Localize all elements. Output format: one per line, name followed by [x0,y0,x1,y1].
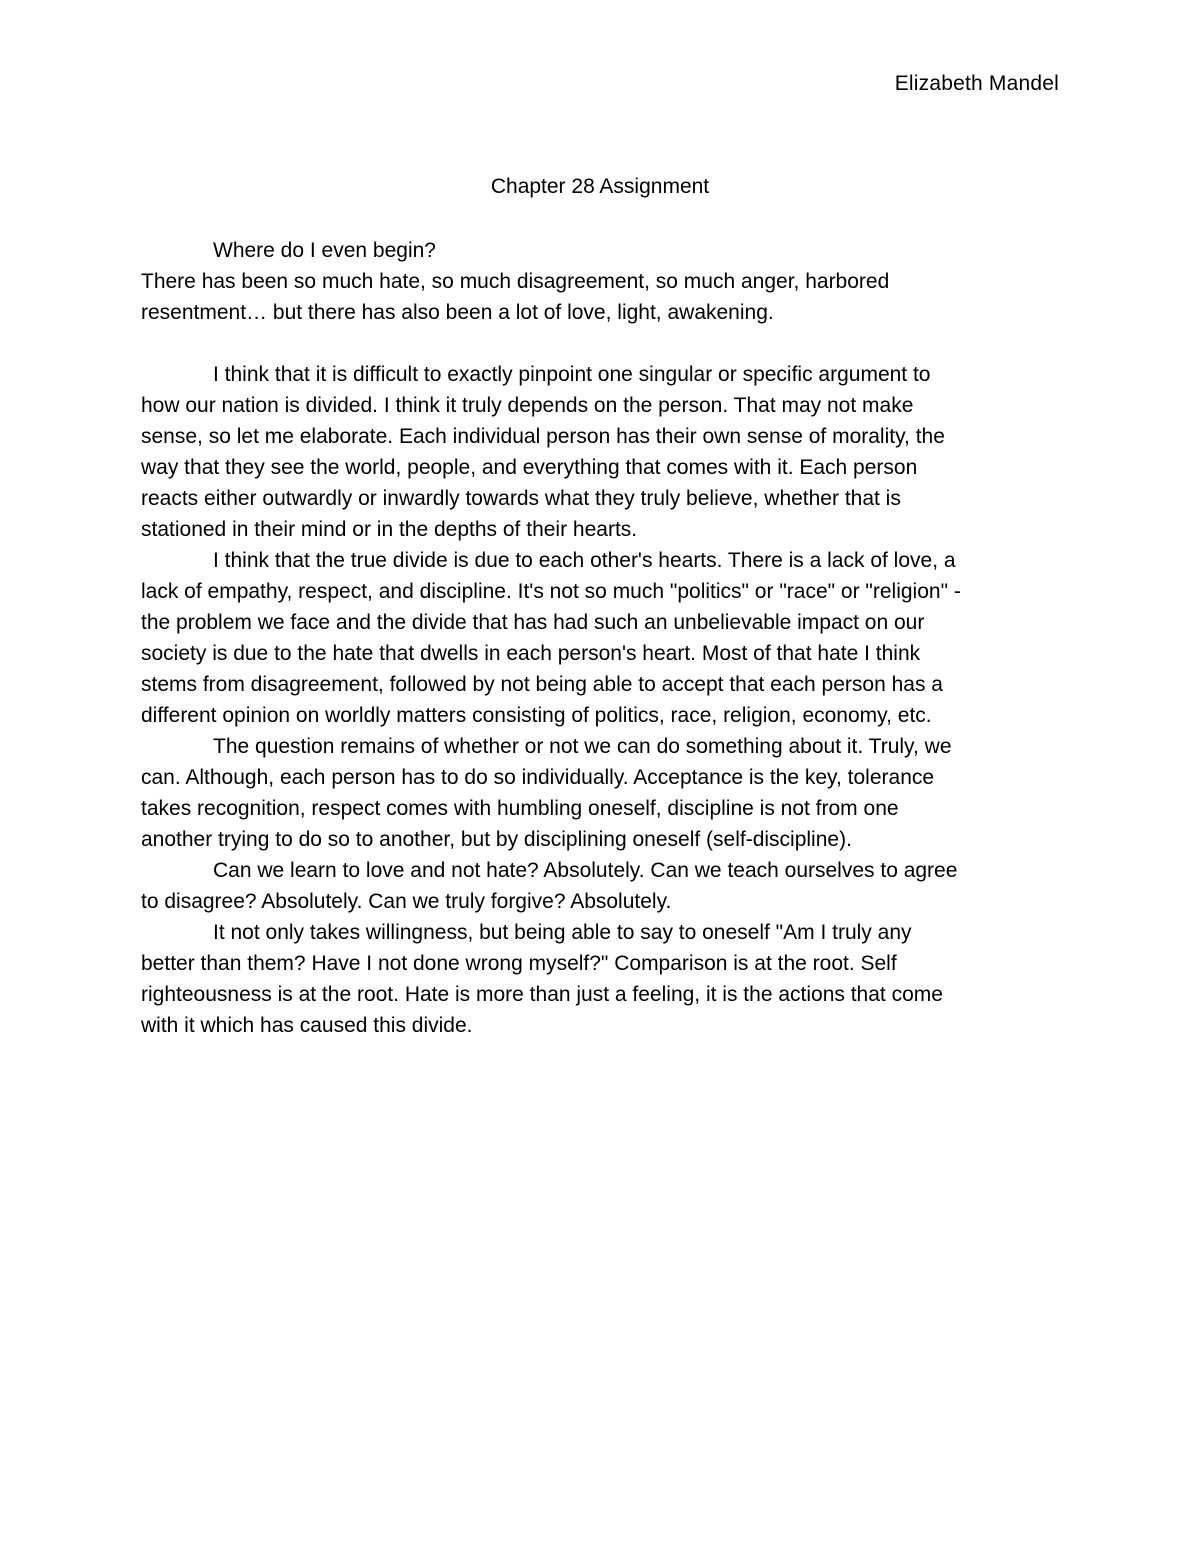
text-line: Can we learn to love and not hate? Absolutely. Can we teach ourselves to agree [213,859,958,882]
text-line: how our nation is divided. I think it truly depends on the person. That may not make [141,394,914,417]
text-line: Where do I even begin? [213,239,436,262]
text-line: sense, so let me elaborate. Each individual person has their own sense of morality, the [141,425,945,448]
page-title: Chapter 28 Assignment [490,175,710,198]
text-line: society is due to the hate that dwells in each person's heart. Most of that hate I think [141,642,921,665]
essay-body [141,235,1061,1041]
text-line: another trying to do so to another, but by disciplining oneself (self-discipline). [141,828,852,851]
text-line: It not only takes willingness, but being able to say to oneself "Am I truly any [213,921,912,944]
text-line: to disagree? Absolutely. Can we truly forgive? Absolutely. [141,890,672,913]
text-line: different opinion on worldly matters consisting of politics, race, religion, economy, etc. [141,704,932,727]
text-line: The question remains of whether or not we can do something about it. Truly, we [213,735,952,758]
text-line: There has been so much hate, so much disagreement, so much anger, harbored [141,270,890,293]
author-name: Elizabeth Mandel [894,72,1059,95]
paragraph-spacer [141,328,1061,359]
text-line: I think that it is difficult to exactly pinpoint one singular or specific argument to [213,363,931,386]
text-line: stationed in their mind or in the depths of their hearts. [141,518,638,541]
text-line: can. Although, each person has to do so individually. Acceptance is the key, tolerance [141,766,935,789]
text-line: lack of empathy, respect, and discipline. It's not so much "politics" or "race" or "religion" - [141,580,961,603]
text-line: with it which has caused this divide. [141,1014,473,1037]
text-line: righteousness is at the root. Hate is more than just a feeling, it is the actions that come [141,983,943,1006]
text-line: stems from disagreement, followed by not being able to accept that each person has a [141,673,943,696]
text-line: takes recognition, respect comes with humbling oneself, discipline is not from one [141,797,899,820]
text-line: way that they see the world, people, and everything that comes with it. Each person [141,456,918,479]
text-line: reacts either outwardly or inwardly towards what they truly believe, whether that is [141,487,901,510]
text-line: the problem we face and the divide that has had such an unbelievable impact on our [141,611,925,634]
text-line: better than them? Have I not done wrong myself?" Comparison is at the root. Self [141,952,897,975]
text-line: resentment… but there has also been a lot of love, light, awakening. [141,301,774,324]
text-line: I think that the true divide is due to each other's hearts. There is a lack of love, a [213,549,956,572]
